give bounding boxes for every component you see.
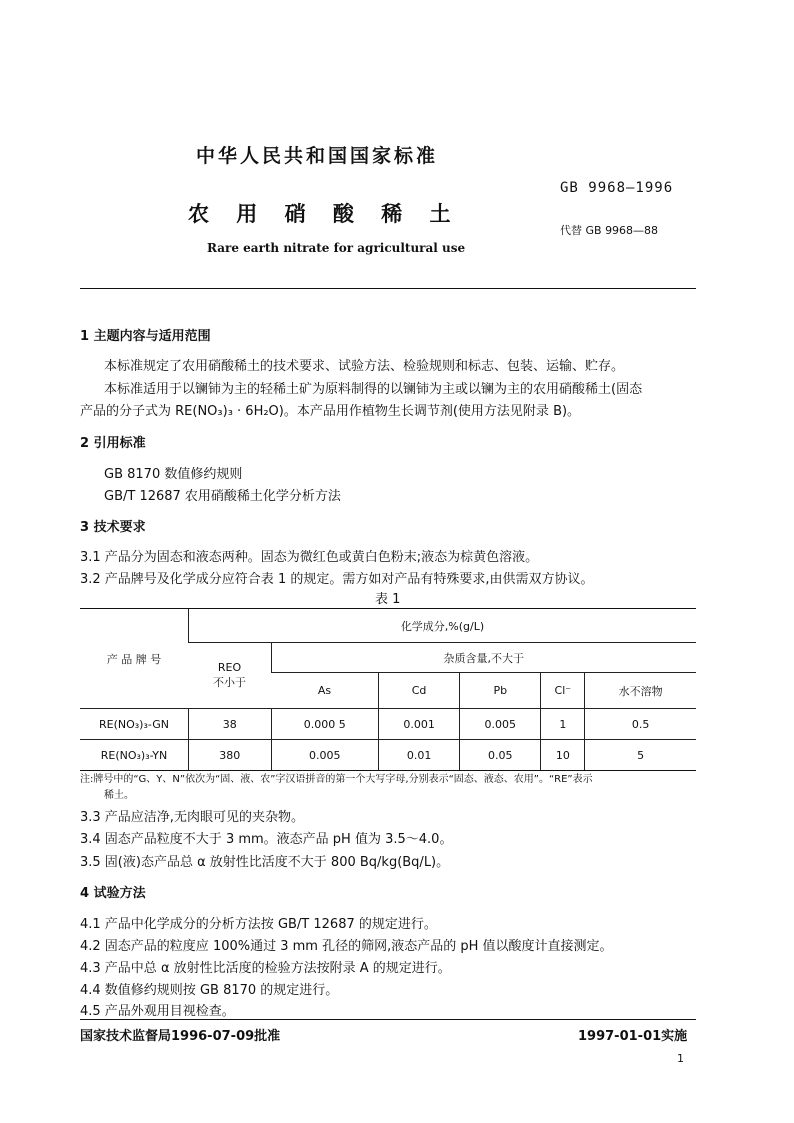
header-reo-label: REO [217, 661, 242, 674]
clause-4-1: 4.1 产品中化学成分的分析方法按 GB/T 12687 的规定进行。 [80, 917, 437, 932]
header-reo-qualifier: 不小于 [213, 676, 246, 689]
section-1-heading: 1 主题内容与适用范围 [80, 329, 211, 344]
cell-as: 0.005 [271, 740, 378, 771]
clause-4-5: 4.5 产品外观用目视检查。 [80, 1004, 235, 1019]
table-row [80, 740, 696, 771]
clause-3-1: 3.1 产品分为固态和液态两种。固态为微红色或黄白色粉末;液态为棕黄色溶液。 [80, 550, 539, 565]
clause-3-3: 3.3 产品应洁净,无肉眼可见的夹杂物。 [80, 810, 304, 825]
approval-date: 国家技术监督局1996-07-09批准 [80, 1029, 281, 1044]
cell-as: 0.000 5 [271, 709, 378, 740]
clause-4-2: 4.2 固态产品的粒度应 100%通过 3 mm 孔径的筛网,液态产品的 pH 值以酸度计直接测定。 [80, 939, 613, 954]
header-pb: Pb [460, 673, 541, 709]
effective-date: 1997-01-01实施 [578, 1029, 688, 1044]
document-title: 农 用 硝 酸 稀 土 [188, 202, 451, 226]
cell-insoluble: 5 [585, 740, 696, 771]
header-reo [189, 643, 272, 709]
page-number: 1 [677, 1052, 684, 1065]
reference-gb8170: GB 8170 数值修约规则 [104, 467, 243, 482]
cell-reo: 380 [189, 740, 272, 771]
replaces-standard: 代替 GB 9968—88 [560, 224, 659, 237]
section-1-paragraph-2-line-2: 产品的分子式为 RE(NO₃)₃ · 6H₂O)。本产品用作植物生长调节剂(使用方法见附录 B)。 [80, 404, 581, 419]
clause-3-5: 3.5 固(液)态产品总 α 放射性比活度不大于 800 Bq/kg(Bq/L)。 [80, 855, 450, 870]
header-as: As [271, 673, 378, 709]
table-note-line-2: 稀土。 [104, 790, 134, 801]
clause-3-2: 3.2 产品牌号及化学成分应符合表 1 的规定。需方如对产品有特殊要求,由供需双方协议。 [80, 572, 594, 587]
cell-grade: RE(NO₃)₃-GN [80, 709, 189, 740]
cell-grade: RE(NO₃)₃-YN [80, 740, 189, 771]
cell-pb: 0.05 [460, 740, 541, 771]
header-insoluble: 水不溶物 [585, 673, 696, 709]
header-grade: 产 品 牌 号 [80, 609, 189, 709]
footer-divider [80, 1019, 696, 1020]
section-1-paragraph-2-line-1: 本标准适用于以镧铈为主的轻稀土矿为原料制得的以镧铈为主或以镧为主的农用硝酸稀土(固态 [104, 382, 643, 397]
cell-cl: 10 [541, 740, 585, 771]
clause-3-4: 3.4 固态产品粒度不大于 3 mm。液态产品 pH 值为 3.5～4.0。 [80, 832, 453, 847]
header-cd: Cd [378, 673, 459, 709]
standard-number: GB 9968—1996 [560, 180, 674, 196]
section-4-heading: 4 试验方法 [80, 886, 146, 901]
cell-cd: 0.01 [378, 740, 459, 771]
cell-reo: 38 [189, 709, 272, 740]
section-3-heading: 3 技术要求 [80, 520, 146, 535]
header-chemical-composition: 化学成分,%(g/L) [189, 609, 697, 643]
reference-gbt12687: GB/T 12687 农用硝酸稀土化学分析方法 [104, 489, 341, 504]
section-2-heading: 2 引用标准 [80, 436, 146, 451]
cell-cl: 1 [541, 709, 585, 740]
header-cl: Cl⁻ [541, 673, 585, 709]
table-note-line-1: 注:牌号中的“G、Y、N”依次为“固、液、农”字汉语拼音的第一个大写字母,分别表示“固态、液态、农用”。“RE”表示 [80, 774, 593, 785]
clause-4-3: 4.3 产品中总 α 放射性比活度的检验方法按附录 A 的规定进行。 [80, 961, 451, 976]
table-row [80, 709, 696, 740]
header-divider [80, 288, 696, 289]
issuing-body-title: 中华人民共和国国家标准 [196, 145, 439, 167]
composition-table [80, 608, 696, 771]
cell-cd: 0.001 [378, 709, 459, 740]
cell-insoluble: 0.5 [585, 709, 696, 740]
document-title-english: Rare earth nitrate for agricultural use [207, 241, 466, 255]
clause-4-4: 4.4 数值修约规则按 GB 8170 的规定进行。 [80, 983, 339, 998]
table-caption: 表 1 [375, 592, 401, 607]
cell-pb: 0.005 [460, 709, 541, 740]
header-impurity: 杂质含量,不大于 [271, 643, 696, 673]
section-1-paragraph-1: 本标准规定了农用硝酸稀土的技术要求、试验方法、检验规则和标志、包装、运输、贮存。 [104, 359, 625, 374]
